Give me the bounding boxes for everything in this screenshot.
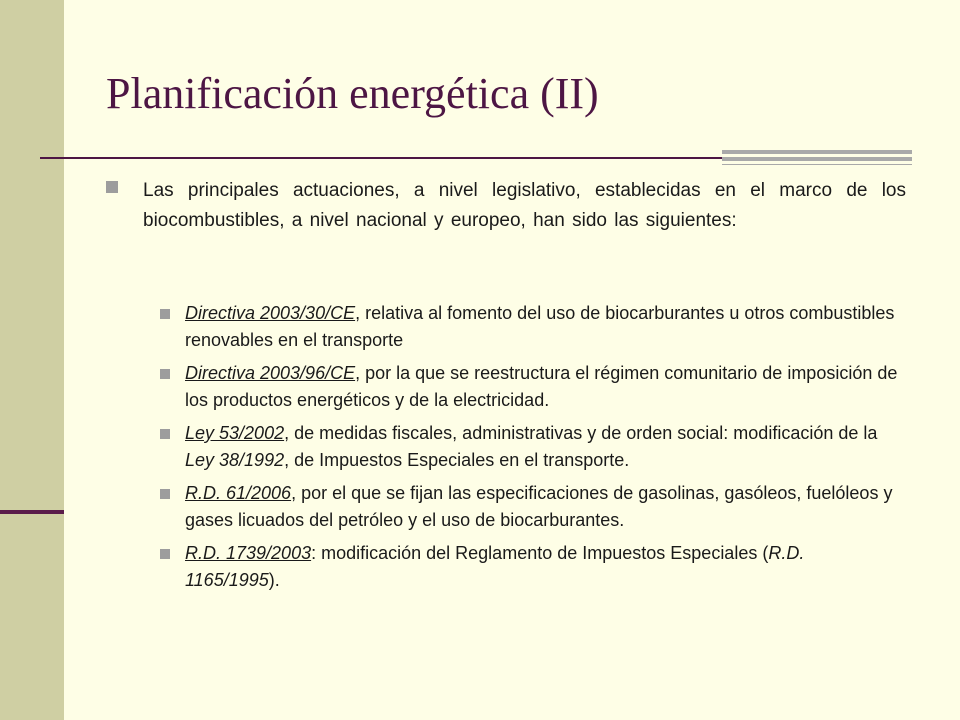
legislation-item-directiva-2003-30 [160, 300, 900, 354]
square-bullet-icon [160, 369, 170, 379]
legislation-item-ley-53-2002 [160, 420, 900, 474]
legislation-reference: R.D. 1739/2003 [185, 543, 312, 563]
legislation-reference: R.D. 61/2006 [185, 483, 292, 503]
legislation-description: , por la que se reestructura el régimen comunitario de imposición de los productos energéticos y de la electricidad. [185, 363, 898, 410]
legislation-item-rd-1739-2003 [160, 540, 900, 594]
square-bullet-icon [160, 549, 170, 559]
square-bullet-icon [160, 309, 170, 319]
legislation-reference: Directiva 2003/96/CE [185, 363, 356, 383]
slide-title: Planificación energética (II) [106, 69, 599, 118]
left-bar-accent-line [0, 510, 64, 514]
legislation-list [160, 300, 900, 600]
legislation-description: , por el que se fijan las especificaciones de gasolinas, gasóleos, fuelóleos y gases licuados del petróleo y el uso de biocarburantes. [185, 483, 893, 530]
intro-bullet [106, 176, 906, 236]
legislation-reference: Directiva 2003/30/CE [185, 303, 356, 323]
legislation-item-directiva-2003-96 [160, 360, 900, 414]
legislation-item-rd-61-2006 [160, 480, 900, 534]
legislation-description: , relativa al fomento del uso de biocarburantes u otros combustibles renovables en el transporte [185, 303, 895, 350]
legislation-description: , de medidas fiscales, administrativas y de orden social: modificación de la [284, 423, 878, 443]
legislation-secondary-reference: R.D. 1165/1995 [185, 543, 805, 590]
square-bullet-icon [106, 181, 118, 193]
legislation-reference: Ley 53/2002 [185, 423, 285, 443]
square-bullet-icon [160, 489, 170, 499]
left-decorative-bar [0, 0, 64, 720]
title-underline-accent [722, 150, 912, 165]
legislation-secondary-reference: Ley 38/1992 [185, 450, 285, 470]
legislation-description-continued: ). [268, 570, 280, 590]
square-bullet-icon [160, 429, 170, 439]
intro-text: Las principales actuaciones, a nivel legislativo, establecidas en el marco de los biocombustibles, a nivel nacional y europeo, han sido las siguientes: [143, 180, 906, 231]
legislation-description-continued: , de Impuestos Especiales en el transporte. [284, 450, 630, 470]
legislation-description: : modificación del Reglamento de Impuestos Especiales ( [311, 543, 769, 563]
